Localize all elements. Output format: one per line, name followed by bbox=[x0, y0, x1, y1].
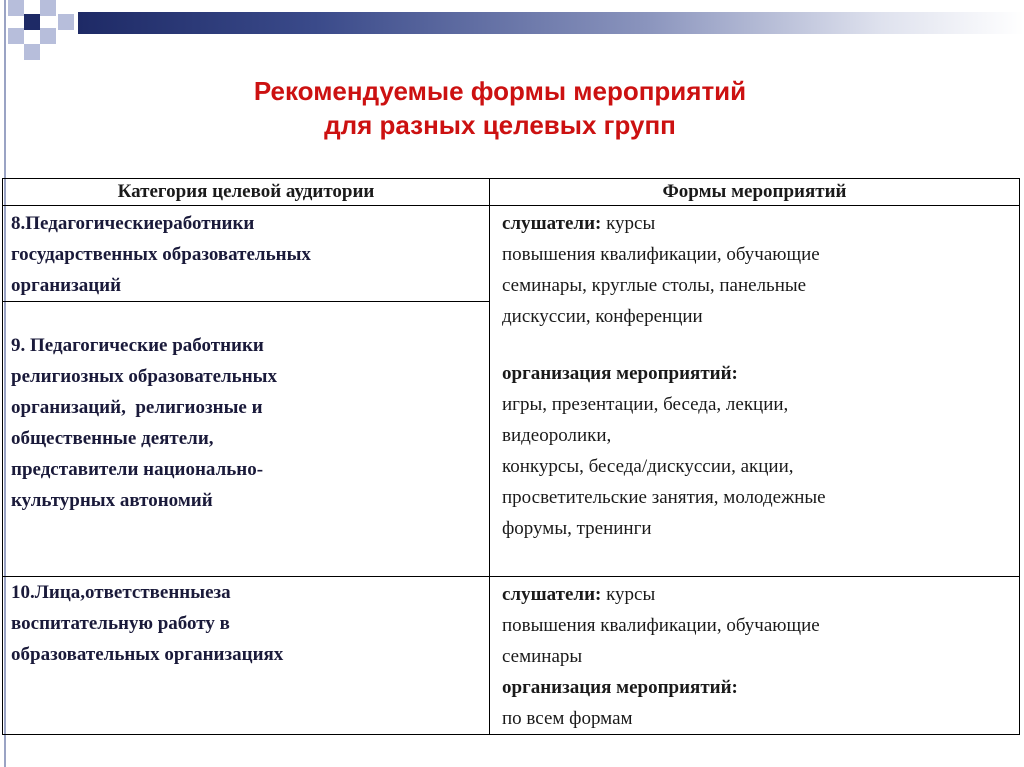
forms-line: по всем формам bbox=[502, 708, 633, 729]
category-cell-10 bbox=[3, 577, 490, 735]
slide-title bbox=[150, 74, 850, 142]
category-line: образовательных организациях bbox=[11, 644, 284, 665]
category-line: организаций bbox=[11, 275, 122, 296]
category-cell-8 bbox=[3, 206, 490, 302]
table-header-row bbox=[3, 179, 1020, 206]
header-forms: Формы мероприятий bbox=[490, 179, 1020, 206]
forms-line: повышения квалификации, обучающие bbox=[502, 615, 820, 636]
forms-line: видеоролики, bbox=[502, 425, 612, 446]
forms-line: слушатели: курсы bbox=[502, 584, 656, 605]
table-row bbox=[3, 206, 1020, 302]
forms-line: повышения квалификации, обучающие bbox=[502, 244, 820, 265]
deco-square bbox=[58, 14, 74, 30]
forms-line: слушатели: курсы bbox=[502, 213, 656, 234]
org-label: организация мероприятий: bbox=[502, 677, 738, 698]
table-row bbox=[3, 577, 1020, 735]
deco-square bbox=[24, 44, 40, 60]
listeners-label: слушатели: bbox=[502, 584, 602, 605]
deco-square bbox=[24, 14, 40, 30]
category-line: организаций, религиозные и bbox=[11, 397, 263, 418]
event-forms-table bbox=[2, 178, 1020, 735]
deco-square bbox=[40, 0, 56, 16]
category-line: воспитательную работу в bbox=[11, 613, 230, 634]
category-line: религиозных образовательных bbox=[11, 366, 277, 387]
category-line: государственных образовательных bbox=[11, 244, 311, 265]
category-line: культурных автономий bbox=[11, 490, 213, 511]
forms-line: семинары, круглые столы, панельные bbox=[502, 275, 807, 296]
deco-square bbox=[8, 0, 24, 16]
header-category: Категория целевой аудитории bbox=[3, 179, 490, 206]
listeners-label: слушатели: bbox=[502, 213, 602, 234]
spacer bbox=[502, 332, 1011, 358]
deco-square bbox=[40, 28, 56, 44]
forms-line: игры, презентации, беседа, лекции, bbox=[502, 394, 789, 415]
forms-line: форумы, тренинги bbox=[502, 518, 652, 539]
forms-line: семинары bbox=[502, 646, 583, 667]
title-line-2: для разных целевых групп bbox=[324, 110, 676, 140]
category-line: 9. Педагогические работники bbox=[11, 335, 264, 356]
forms-line: просветительские занятия, молодежные bbox=[502, 487, 826, 508]
category-line: 8.Педагогическиеработники bbox=[11, 213, 255, 234]
forms-line: дискуссии, конференции bbox=[502, 306, 703, 327]
top-gradient-bar bbox=[78, 12, 1024, 34]
forms-cell-b bbox=[490, 577, 1020, 735]
category-line: 10.Лица,ответственныеза bbox=[11, 582, 231, 603]
deco-square bbox=[8, 28, 24, 44]
category-line: общественные деятели, bbox=[11, 428, 214, 449]
org-label: организация мероприятий: bbox=[502, 363, 738, 384]
category-cell-9 bbox=[3, 302, 490, 577]
forms-cell-a bbox=[490, 206, 1020, 577]
category-line: представители национально- bbox=[11, 459, 264, 480]
title-line-1: Рекомендуемые формы мероприятий bbox=[253, 76, 747, 106]
forms-line: конкурсы, беседа/дискуссии, акции, bbox=[502, 456, 794, 477]
